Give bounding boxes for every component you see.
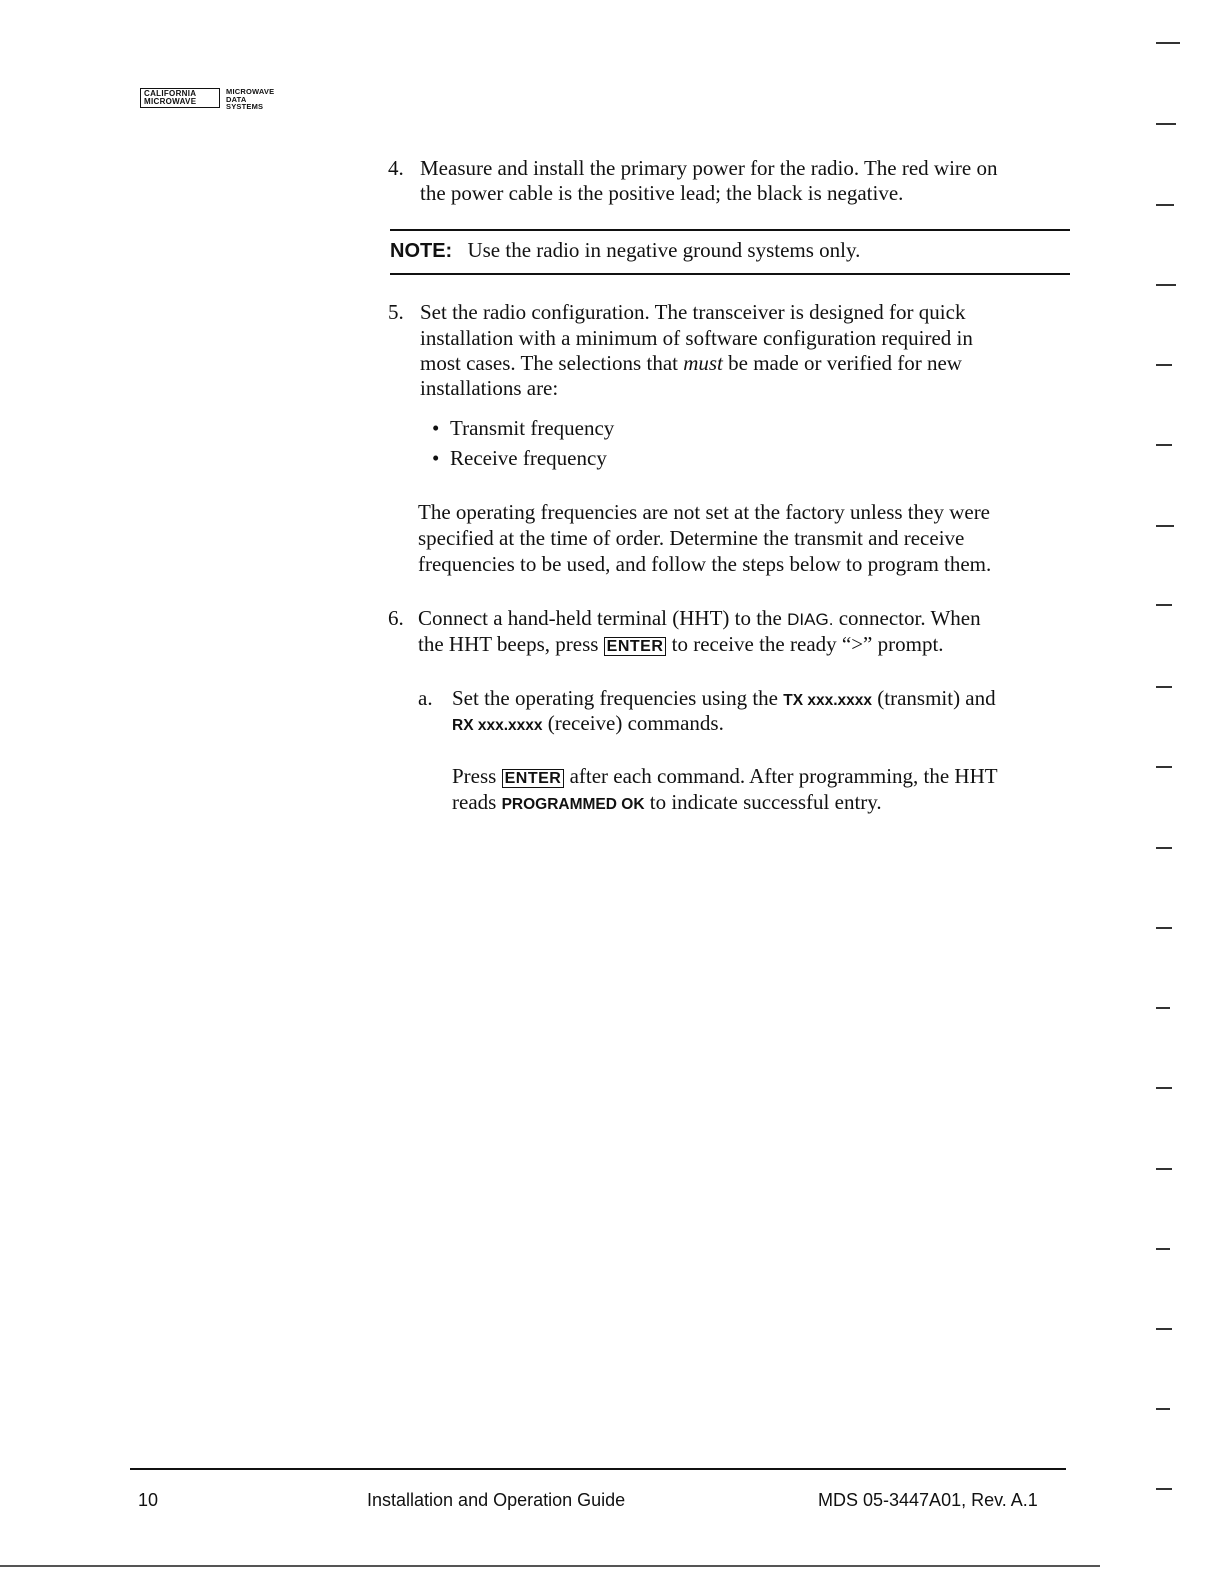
substep-a-para-line1 <box>452 764 998 791</box>
margin-tick <box>1156 604 1172 606</box>
step5-number: 5. <box>388 300 404 324</box>
margin-tick <box>1156 1488 1172 1490</box>
step6-line1 <box>418 606 981 632</box>
substep-a-para-line1-pre: Press <box>452 764 502 788</box>
substep-a-line1-post: (transmit) and <box>872 686 996 710</box>
step6-line1-post: connector. When <box>833 606 981 630</box>
guide-title: Installation and Operation Guide <box>367 1490 626 1510</box>
programmed-ok-message: PROGRAMMED OK <box>501 796 645 813</box>
list-item <box>432 416 614 441</box>
margin-tick <box>1156 847 1172 849</box>
logo-word-3: SYSTEMS <box>226 102 264 111</box>
margin-tick <box>1156 284 1176 286</box>
step5-para-line1: The operating frequencies are not set at the factory unless they were <box>418 500 991 524</box>
step5-line4: installations are: <box>420 376 559 400</box>
step5-para-line3: frequencies to be used, and follow the steps below to program them. <box>418 552 992 576</box>
substep-a-line2-post: (receive) commands. <box>542 711 724 735</box>
margin-tick <box>1156 1408 1170 1410</box>
company-logo <box>140 88 274 111</box>
margin-tick <box>1156 1248 1170 1250</box>
substep-a-para-line2 <box>452 790 882 817</box>
note-label: NOTE: <box>390 240 453 262</box>
step5-line1: Set the radio configuration. The transceiver is designed for quick <box>420 300 966 324</box>
logo-word-2: DATA <box>226 94 247 104</box>
list-item <box>432 446 607 471</box>
margin-tick <box>1156 1328 1172 1330</box>
logo-box-line1: CALIFORNIA <box>144 89 197 98</box>
margin-tick <box>1156 123 1176 125</box>
margin-tick <box>1156 42 1180 44</box>
page-number: 10 <box>138 1490 159 1510</box>
step5-line3-post: be made or verified for new <box>722 351 962 375</box>
tx-command: TX xxx.xxxx <box>783 692 872 709</box>
note <box>390 238 860 264</box>
substep-a-line1 <box>452 686 996 713</box>
rx-command: RX xxx.xxxx <box>452 717 543 734</box>
step6-line2-post: to receive the ready “>” prompt. <box>666 632 944 656</box>
enter-key-icon: ENTER <box>502 769 565 788</box>
substep-a-para-line2-post: to indicate successful entry. <box>644 790 882 814</box>
step6-line2 <box>418 632 944 659</box>
step5-line3-pre: most cases. The selections that <box>420 351 684 375</box>
document-id: MDS 05-3447A01, Rev. A.1 <box>818 1490 1038 1510</box>
margin-tick <box>1156 1087 1172 1089</box>
logo-box <box>140 88 220 108</box>
note-bottom-rule <box>390 273 1070 275</box>
margin-tick <box>1156 686 1172 688</box>
substep-a-letter: a. <box>418 686 433 710</box>
step4-line2: the power cable is the positive lead; the black is negative. <box>420 181 904 205</box>
step5-para-line2: specified at the time of order. Determine the transmit and receive <box>418 526 965 550</box>
margin-tick <box>1156 525 1174 527</box>
step5-line3-emphasis: must <box>683 351 723 375</box>
diag-connector-label: DIAG. <box>787 610 834 629</box>
margin-tick <box>1156 1007 1170 1009</box>
note-top-rule <box>390 229 1070 231</box>
step6-line2-pre: the HHT beeps, press <box>418 632 604 656</box>
margin-tick <box>1156 927 1172 929</box>
footer-rule <box>130 1468 1066 1470</box>
step6-line1-pre: Connect a hand-held terminal (HHT) to the <box>418 606 788 630</box>
logo-box-line2: MICROWAVE <box>144 97 197 106</box>
step5-line3 <box>420 351 962 376</box>
substep-a-para-line1-post: after each command. After programming, the HHT <box>564 764 998 788</box>
margin-tick <box>1156 204 1174 206</box>
margin-tick <box>1156 364 1172 366</box>
step6-number: 6. <box>388 606 404 630</box>
bullet-text: Transmit frequency <box>450 416 615 440</box>
step5-line2: installation with a minimum of software configuration required in <box>420 326 973 350</box>
bullet-text: Receive frequency <box>450 446 607 470</box>
substep-a-line2 <box>452 711 724 738</box>
scan-bottom-edge <box>0 1565 1100 1567</box>
note-text: Use the radio in negative ground systems only. <box>467 238 861 262</box>
step4-number: 4. <box>388 156 404 180</box>
margin-tick <box>1156 766 1172 768</box>
step4-line1: Measure and install the primary power for the radio. The red wire on <box>420 156 998 180</box>
enter-key-icon: ENTER <box>604 637 667 656</box>
substep-a-para-line2-pre: reads <box>452 790 502 814</box>
bullet-icon: • <box>432 446 440 470</box>
margin-tick <box>1156 1168 1172 1170</box>
bullet-icon: • <box>432 416 440 440</box>
margin-tick <box>1156 444 1172 446</box>
logo-word-1: MICROWAVE <box>226 87 275 96</box>
substep-a-line1-pre: Set the operating frequencies using the <box>452 686 784 710</box>
logo-words <box>226 88 274 111</box>
